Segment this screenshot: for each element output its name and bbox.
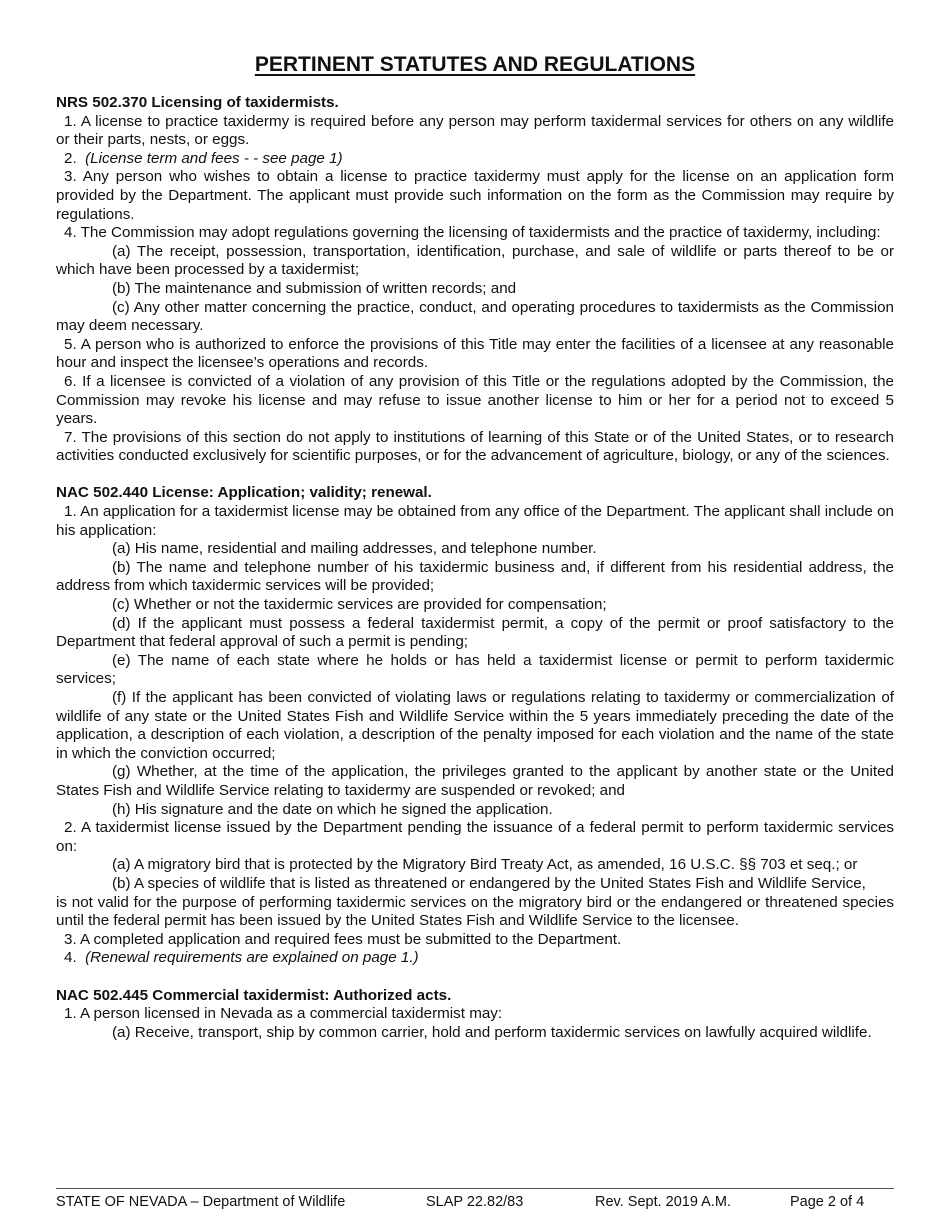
section-nac-502-445 (56, 987, 894, 1043)
section-spacer (56, 968, 894, 987)
paragraph-note: (License term and fees - - see page 1) (85, 149, 343, 167)
section-nac-502-440 (56, 484, 894, 967)
subparagraph: (c) Whether or not the taxidermic services are provided for compensation; (112, 596, 607, 614)
subparagraph: (a) Receive, transport, ship by common carrier, hold and perform taxidermic services on lawfully acquired wildlife. (112, 1023, 872, 1041)
footer-divider (56, 1188, 894, 1189)
subparagraph: (g) Whether, at the time of the application, the privileges granted to the applicant by another state or the United States Fish and Wildlife Service relating to taxidermy are suspended or revoked; and (56, 763, 894, 799)
paragraph (56, 150, 894, 169)
footer-agency: STATE OF NEVADA – Department of Wildlife (56, 1194, 346, 1210)
paragraph-continuation: is not valid for the purpose of performing taxidermic services on the migratory bird or the endangered or threatened species until the federal permit has been issued by the United States Fish and Wildlife Service to the licensee. (56, 893, 894, 930)
paragraph-note: (Renewal requirements are explained on page 1.) (85, 949, 419, 967)
subparagraph: (b) The maintenance and submission of written records; and (112, 279, 517, 297)
paragraph: 1. A person licensed in Nevada as a commercial taxidermist may: (64, 1005, 503, 1023)
document-page (56, 52, 894, 1042)
paragraph: 2. A taxidermist license issued by the Department pending the issuance of a federal permit to perform taxidermic services on: (56, 819, 894, 855)
subparagraph: (a) A migratory bird that is protected by the Migratory Bird Treaty Act, as amended, 16 U.S.C. §§ 703 et seq.; or (112, 856, 858, 874)
subparagraph: (a) His name, residential and mailing addresses, and telephone number. (112, 540, 597, 558)
paragraph: 3. A completed application and required fees must be submitted to the Department. (64, 930, 622, 948)
subparagraph: (d) If the applicant must possess a federal taxidermist permit, a copy of the permit or proof satisfactory to the Department that federal approval of such a permit is pending; (56, 614, 894, 651)
paragraph: 5. A person who is authorized to enforce the provisions of this Title may enter the facilities of a licensee at any reasonable hour and inspect the licensee’s operations and records. (56, 335, 894, 372)
subparagraph: (f) If the applicant has been convicted of violating laws or regulations relating to taxidermy or commercialization of wildlife of any state or the United States Fish and Wildlife Service within the 5 years immediately preceding the date of the application, a description of each violation, a description of the penalty imposed for each violation and the name of the state in which the conviction occurred; (56, 689, 894, 762)
footer-form-number: SLAP 22.82/83 (426, 1194, 524, 1210)
footer-page-number: Page 2 of 4 (790, 1194, 865, 1210)
subparagraph: (a) The receipt, possession, transportation, identification, purchase, and sale of wildlife or parts thereof to be or which have been processed by a taxidermist; (56, 242, 894, 279)
subparagraph: (h) His signature and the date on which he signed the application. (112, 800, 553, 818)
section-nrs-502-370 (56, 94, 894, 466)
section-heading: NAC 502.445 Commercial taxidermist: Authorized acts. (56, 986, 452, 1004)
section-heading: NRS 502.370 Licensing of taxidermists. (56, 94, 339, 111)
page-title: PERTINENT STATUTES AND REGULATIONS (254, 53, 696, 76)
paragraph-number: 2. (64, 149, 77, 167)
subparagraph: (b) The name and telephone number of his taxidermic business and, if different from his residential address, the address from which taxidermic services will be provided; (56, 558, 894, 595)
paragraph: 3. Any person who wishes to obtain a license to practice taxidermy must apply for the license on an application form provided by the Department. The applicant must provide such information on the form as the Commission may require by regulations. (56, 168, 894, 223)
paragraph (56, 949, 894, 968)
section-heading: NAC 502.440 License: Application; validity; renewal. (56, 484, 432, 502)
subparagraph: (b) A species of wildlife that is listed as threatened or endangered by the United States Fish and Wildlife Service, (112, 874, 866, 892)
subparagraph: (e) The name of each state where he holds or has held a taxidermist license or permit to perform taxidermic services; (56, 651, 894, 688)
subparagraph: (c) Any other matter concerning the practice, conduct, and operating procedures to taxidermists as the Commission may deem necessary. (56, 298, 894, 335)
paragraph: 1. A license to practice taxidermy is required before any person may perform taxidermal services for others on any wildlife or their parts, nests, or eggs. (56, 112, 894, 149)
section-spacer (56, 466, 894, 485)
paragraph: 4. The Commission may adopt regulations governing the licensing of taxidermists and the practice of taxidermy, including: (64, 224, 881, 242)
paragraph-number: 4. (64, 949, 77, 967)
paragraph: 6. If a licensee is convicted of a violation of any provision of this Title or the regulations adopted by the Commission, the Commission may revoke his license and may refuse to issue another license to him or her for a period not to exceed 5 years. (56, 372, 894, 428)
footer-revision: Rev. Sept. 2019 A.M. (595, 1194, 731, 1210)
paragraph: 1. An application for a taxidermist license may be obtained from any office of the Department. The applicant shall include on his application: (56, 503, 894, 539)
paragraph: 7. The provisions of this section do not apply to institutions of learning of this State or of the United States, or to research activities conducted exclusively for scientific purposes, or for the advancement of agriculture, biology, or any of the sciences. (56, 428, 894, 465)
